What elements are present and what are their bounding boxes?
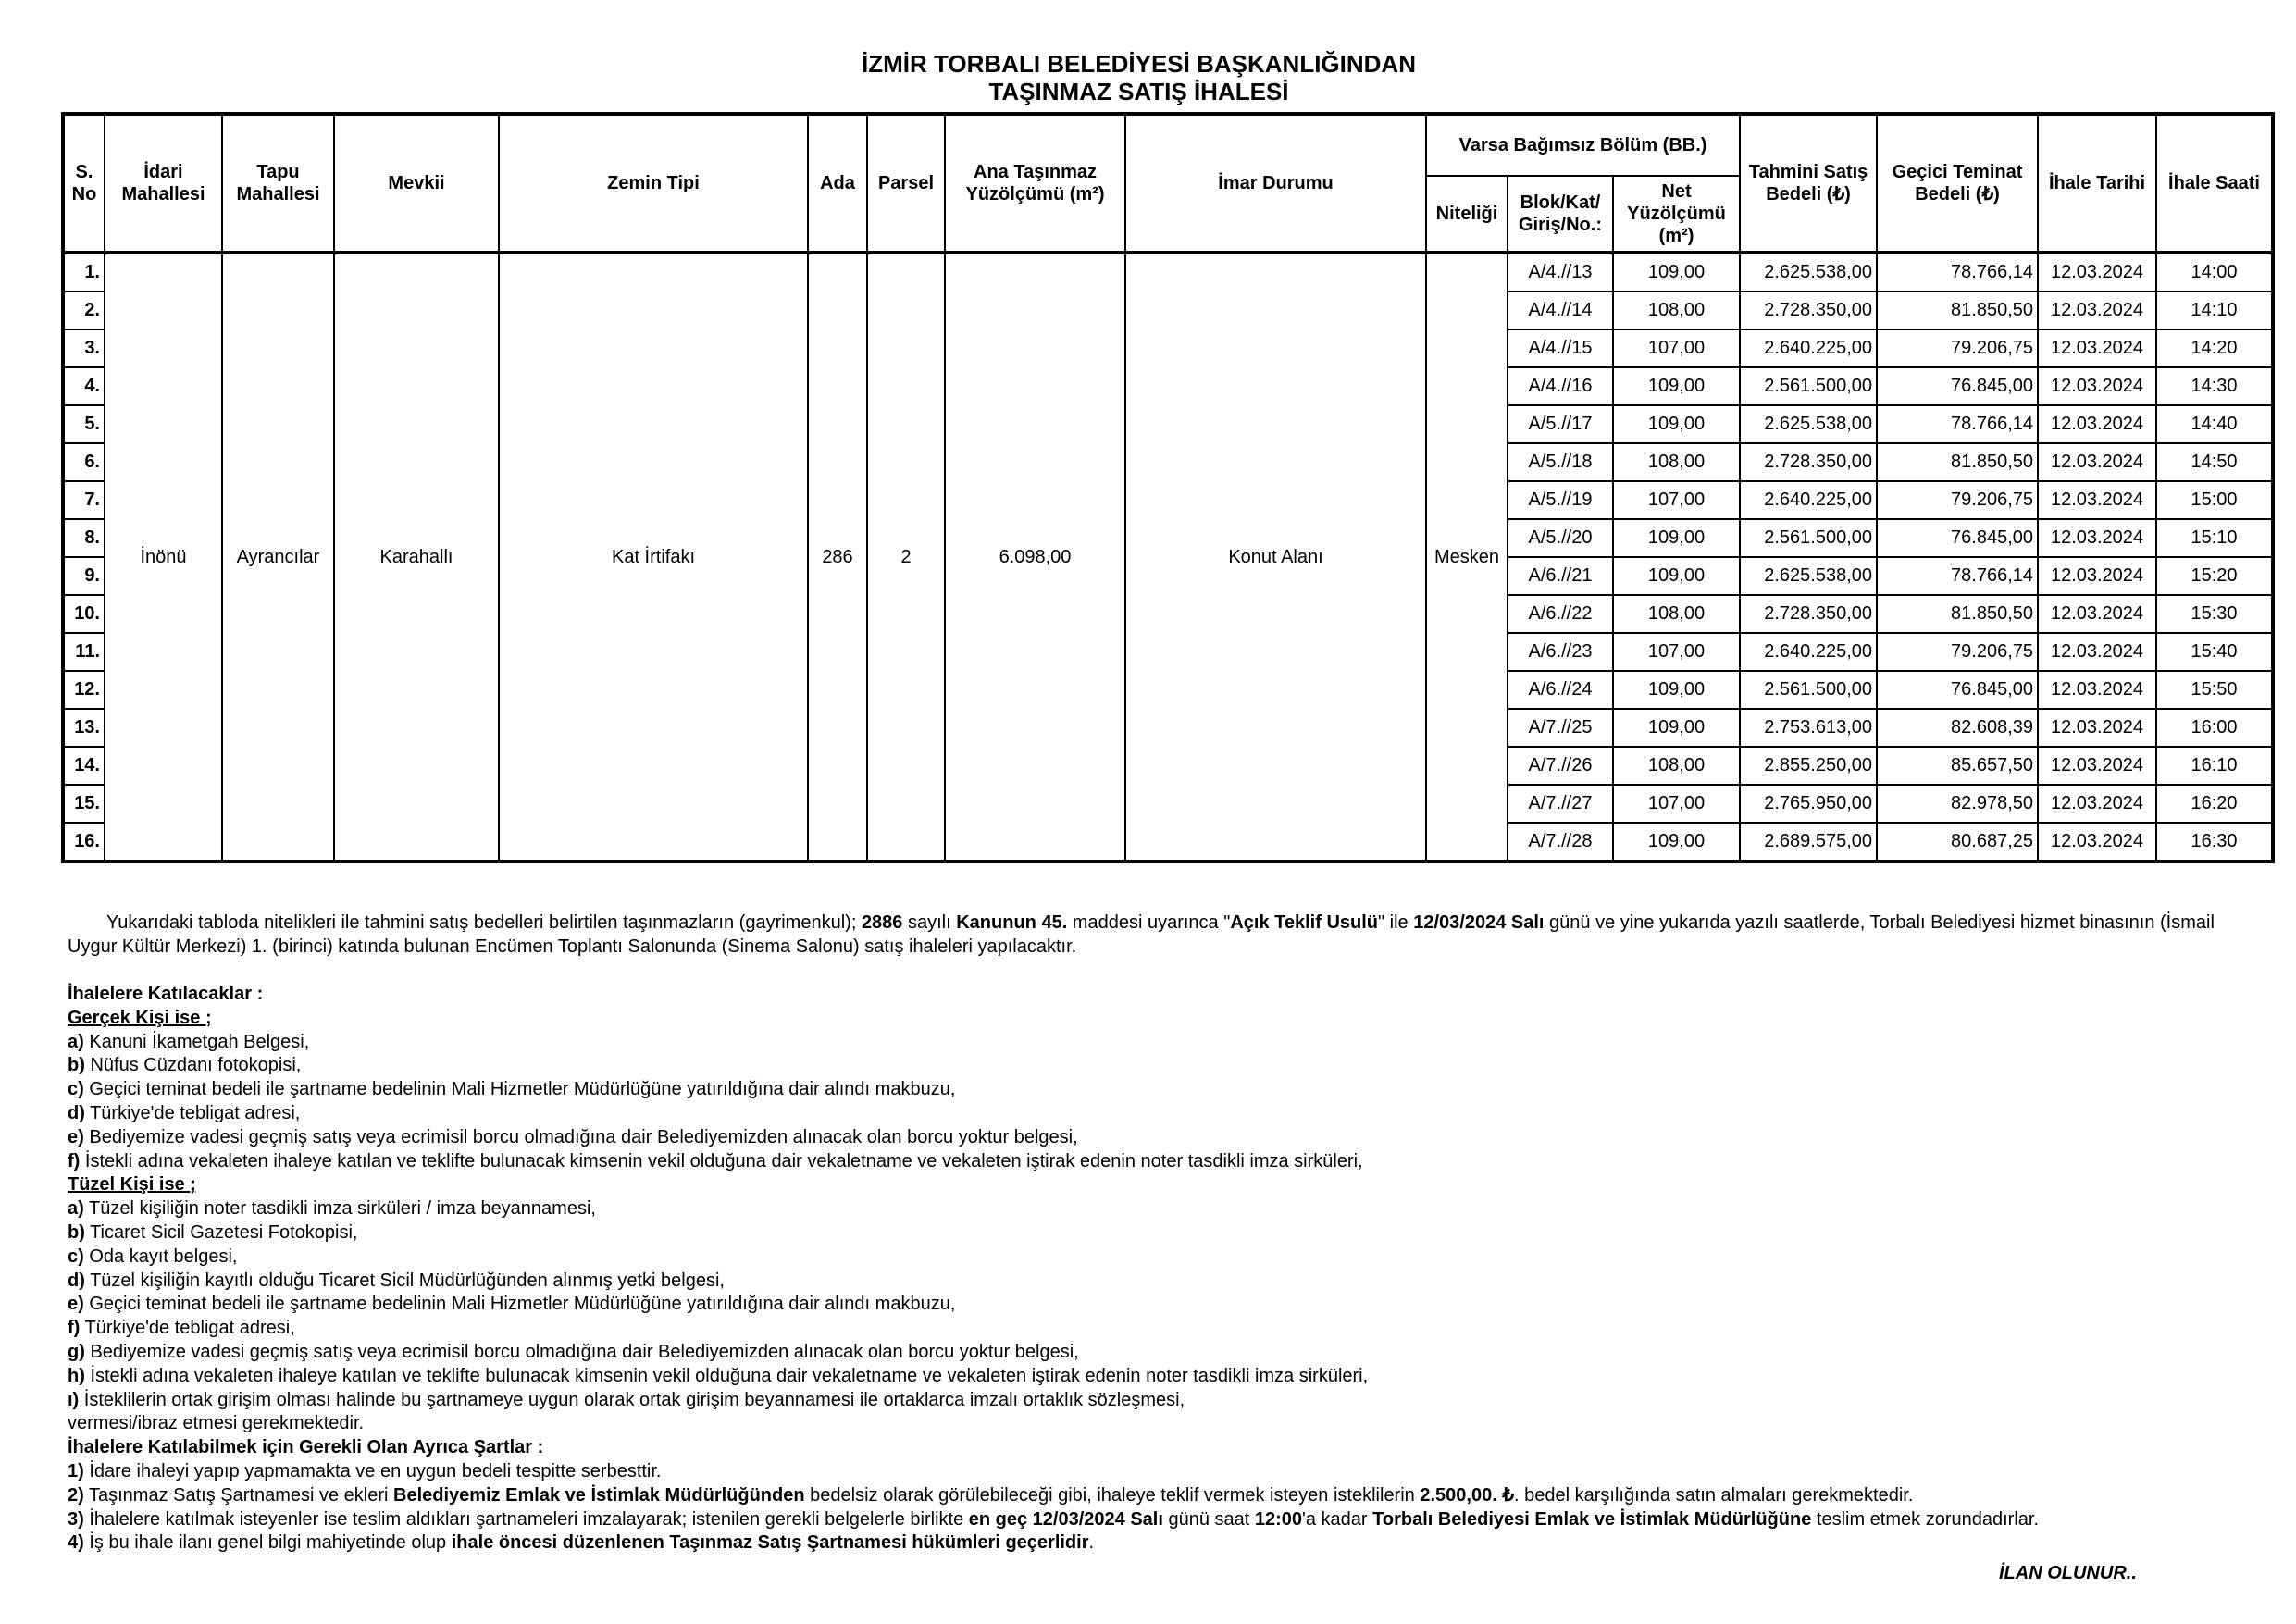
item-label: d) (68, 1102, 85, 1123)
ihale-saati-cell: 15:40 (2156, 633, 2273, 671)
item-label: c) (68, 1079, 84, 1100)
table-body (63, 253, 2273, 862)
real-person-list (68, 1031, 2252, 1174)
bold-segment: en geç 12/03/2024 Salı (968, 1508, 1163, 1530)
intro-bold-segment: 12/03/2024 Salı (1413, 912, 1545, 933)
item-text: Bediyemize vadesi geçmiş satış veya ecrimisil borcu olmadığına dair Belediyemizden alınacak olan borcu yoktur belgesi, (84, 1341, 1079, 1362)
intro-text-segment: Yukarıdaki tabloda nitelikleri ile tahmini satış bedelleri belirtilen taşınmazların (gayrimenkul); (106, 912, 862, 933)
bold-segment: 1) (68, 1460, 84, 1481)
tahmini-bedel-cell: 2.561.500,00 (1740, 519, 1877, 557)
blok-kat-cell: A/5.//20 (1508, 519, 1613, 557)
ihale-tarihi-cell: 12.03.2024 (2038, 709, 2156, 747)
extra-conditions-list (68, 1460, 2252, 1556)
text-segment: teslim etmek zorundadırlar. (1811, 1508, 2039, 1530)
item-label: h) (68, 1365, 85, 1386)
legal-entity-list (68, 1197, 2252, 1436)
real-person-item (68, 1031, 2252, 1055)
mevkii-cell: Karahallı (334, 253, 499, 862)
ihale-saati-cell: 15:30 (2156, 595, 2273, 633)
row-number: 12. (63, 671, 105, 709)
item-text: İsteklilerin ortak girişim olması halinde bu şartnameye uygun olarak ortak girişim beyannamesi ile ortaklarca imzalı ortaklık sözleşmesi, (79, 1389, 1185, 1410)
header-tapu-mahallesi: Tapu Mahallesi (222, 114, 334, 253)
header-parsel: Parsel (867, 114, 945, 253)
row-number: 6. (63, 443, 105, 481)
header-imar-durumu: İmar Durumu (1125, 114, 1426, 253)
row-number: 2. (63, 291, 105, 329)
item-text: Türkiye'de tebligat adresi, (80, 1318, 295, 1339)
tahmini-bedel-cell: 2.728.350,00 (1740, 443, 1877, 481)
item-label: c) (68, 1246, 84, 1267)
net-yuzolcumu-cell: 108,00 (1613, 291, 1740, 329)
ihale-tarihi-cell: 12.03.2024 (2038, 405, 2156, 443)
ihale-saati-cell: 15:20 (2156, 557, 2273, 595)
legal-entity-item (68, 1197, 2252, 1221)
tahmini-bedel-cell: 2.728.350,00 (1740, 291, 1877, 329)
net-yuzolcumu-cell: 109,00 (1613, 405, 1740, 443)
ihale-saati-cell: 15:00 (2156, 481, 2273, 519)
text-segment: günü saat (1162, 1508, 1255, 1530)
ihale-tarihi-cell: 12.03.2024 (2038, 823, 2156, 862)
header-ana-tasinmaz: Ana Taşınmaz Yüzölçümü (m²) (945, 114, 1125, 253)
item-text: Ticaret Sicil Gazetesi Fotokopisi, (84, 1221, 358, 1243)
item-text: Türkiye'de tebligat adresi, (84, 1102, 301, 1123)
intro-text-segment: " ile (1378, 912, 1414, 933)
row-number: 1. (63, 253, 105, 291)
ihale-tarihi-cell: 12.03.2024 (2038, 253, 2156, 291)
ihale-saati-cell: 14:50 (2156, 443, 2273, 481)
item-text: İstekli adına vekaleten ihaleye katılan ve teklifte bulunacak kimsenin vekil olduğuna dair vekaletname ve vekaleten iştirak edenin noter tasdikli imza sirküleri, (84, 1365, 1369, 1386)
net-yuzolcumu-cell: 108,00 (1613, 595, 1740, 633)
idari-mahallesi-cell: İnönü (105, 253, 222, 862)
blok-kat-cell: A/6.//21 (1508, 557, 1613, 595)
tahmini-bedel-cell: 2.728.350,00 (1740, 595, 1877, 633)
item-label: e) (68, 1126, 84, 1147)
net-yuzolcumu-cell: 107,00 (1613, 481, 1740, 519)
item-text: Kanuni İkametgah Belgesi, (83, 1031, 310, 1052)
gecici-teminat-cell: 78.766,14 (1877, 405, 2038, 443)
ihale-saati-cell: 16:00 (2156, 709, 2273, 747)
intro-bold-segment: Kanunun 45. (956, 912, 1068, 933)
item-text: Geçici teminat bedeli ile şartname bedelinin Mali Hizmetler Müdürlüğüne yatırıldığına dair alındı makbuzu, (83, 1079, 956, 1100)
real-person-item (68, 1150, 2252, 1174)
participants-heading: İhalelere Katılacaklar : (68, 984, 264, 1004)
gecici-teminat-cell: 82.608,39 (1877, 709, 2038, 747)
row-number: 4. (63, 367, 105, 405)
item-label: f) (68, 1318, 81, 1339)
blok-kat-cell: A/7.//25 (1508, 709, 1613, 747)
legal-entity-item (68, 1270, 2252, 1294)
text-segment: . bedel karşılığında satın almaları gerekmektedir. (1514, 1484, 1914, 1506)
header-niteligi: Niteliği (1426, 176, 1508, 253)
ihale-tarihi-cell: 12.03.2024 (2038, 671, 2156, 709)
text-segment: İdare ihaleyi yapıp yapmamakta ve en uygun bedeli tespitte serbesttir. (83, 1460, 662, 1481)
item-label: d) (68, 1270, 85, 1291)
row-number: 9. (63, 557, 105, 595)
ihale-saati-cell: 14:00 (2156, 253, 2273, 291)
item-label: b) (68, 1055, 85, 1076)
net-yuzolcumu-cell: 108,00 (1613, 747, 1740, 785)
intro-text-segment: maddesi uyarınca " (1067, 912, 1231, 933)
ihale-tarihi-cell: 12.03.2024 (2038, 291, 2156, 329)
text-segment: Taşınmaz Satış Şartnamesi ve ekleri (83, 1484, 394, 1506)
tahmini-bedel-cell: 2.561.500,00 (1740, 671, 1877, 709)
bold-segment: 2) (68, 1484, 84, 1506)
item-text: Geçici teminat bedeli ile şartname bedelinin Mali Hizmetler Müdürlüğüne yatırıldığına dair alındı makbuzu, (83, 1294, 956, 1315)
blok-kat-cell: A/5.//19 (1508, 481, 1613, 519)
item-label: e) (68, 1294, 84, 1315)
real-person-item (68, 1054, 2252, 1078)
legal-entity-item (68, 1365, 2252, 1389)
tahmini-bedel-cell: 2.855.250,00 (1740, 747, 1877, 785)
net-yuzolcumu-cell: 109,00 (1613, 709, 1740, 747)
gecici-teminat-cell: 76.845,00 (1877, 367, 2038, 405)
gecici-teminat-cell: 80.687,25 (1877, 823, 2038, 862)
ihale-tarihi-cell: 12.03.2024 (2038, 443, 2156, 481)
ihale-saati-cell: 14:40 (2156, 405, 2273, 443)
net-yuzolcumu-cell: 109,00 (1613, 823, 1740, 862)
row-number: 15. (63, 785, 105, 823)
item-label: b) (68, 1221, 85, 1243)
header-ada: Ada (808, 114, 867, 253)
real-person-item (68, 1126, 2252, 1150)
real-person-item (68, 1078, 2252, 1102)
bold-segment: Torbalı Belediyesi Emlak ve İstimlak Müdürlüğüne (1372, 1508, 1812, 1530)
header-idari-mahallesi: İdari Mahallesi (105, 114, 222, 253)
gecici-teminat-cell: 82.978,50 (1877, 785, 2038, 823)
legal-entity-item (68, 1317, 2252, 1341)
row-number: 11. (63, 633, 105, 671)
closing-statement: İLAN OLUNUR.. (1999, 1563, 2137, 1583)
net-yuzolcumu-cell: 107,00 (1613, 329, 1740, 367)
tender-table (61, 112, 2275, 863)
gecici-teminat-cell: 78.766,14 (1877, 253, 2038, 291)
text-segment: . (1088, 1532, 1095, 1554)
header-sno: S. No (63, 114, 105, 253)
document-subtitle: TAŞINMAZ SATIŞ İHALESİ (988, 78, 1289, 105)
bold-segment: 4) (68, 1532, 84, 1554)
extra-condition-item (68, 1508, 2252, 1532)
text-segment: İş bu ihale ilanı genel bilgi mahiyetinde olup (83, 1532, 452, 1554)
gecici-teminat-cell: 81.850,50 (1877, 443, 2038, 481)
ihale-saati-cell: 16:10 (2156, 747, 2273, 785)
gecici-teminat-cell: 78.766,14 (1877, 557, 2038, 595)
blok-kat-cell: A/7.//27 (1508, 785, 1613, 823)
legal-entity-item (68, 1389, 2252, 1413)
tahmini-bedel-cell: 2.753.613,00 (1740, 709, 1877, 747)
parsel-cell: 2 (867, 253, 945, 862)
tahmini-bedel-cell: 2.640.225,00 (1740, 329, 1877, 367)
intro-text-segment: sayılı (902, 912, 957, 933)
item-label: ı) (68, 1389, 80, 1410)
row-number: 7. (63, 481, 105, 519)
ihale-tarihi-cell: 12.03.2024 (2038, 329, 2156, 367)
niteligi-cell: Mesken (1426, 253, 1508, 862)
header-zemin-tipi: Zemin Tipi (499, 114, 808, 253)
text-segment: bedelsiz olarak görülebileceği gibi, ihaleye teklif vermek isteyen isteklilerin (804, 1484, 1421, 1506)
net-yuzolcumu-cell: 108,00 (1613, 443, 1740, 481)
tahmini-bedel-cell: 2.625.538,00 (1740, 405, 1877, 443)
real-person-heading: Gerçek Kişi ise ; (68, 1007, 212, 1028)
net-yuzolcumu-cell: 109,00 (1613, 557, 1740, 595)
bold-segment: 2.500,00. ₺ (1420, 1484, 1515, 1506)
tahmini-bedel-cell: 2.625.538,00 (1740, 253, 1877, 291)
bold-segment: Belediyemiz Emlak ve İstimlak Müdürlüğünden (393, 1484, 805, 1506)
ihale-tarihi-cell: 12.03.2024 (2038, 747, 2156, 785)
intro-paragraph (68, 911, 2252, 959)
extra-condition-item (68, 1460, 2252, 1484)
net-yuzolcumu-cell: 107,00 (1613, 633, 1740, 671)
item-text: Nüfus Cüzdanı fotokopisi, (84, 1055, 302, 1076)
item-label: a) (68, 1031, 84, 1052)
blok-kat-cell: A/4.//15 (1508, 329, 1613, 367)
imar-durumu-cell: Konut Alanı (1125, 253, 1426, 862)
item-label: g) (68, 1341, 85, 1362)
intro-bold-segment: Açık Teklif Usulü (1230, 912, 1378, 933)
net-yuzolcumu-cell: 109,00 (1613, 253, 1740, 291)
blok-kat-cell: A/4.//14 (1508, 291, 1613, 329)
ihale-saati-cell: 15:10 (2156, 519, 2273, 557)
blok-kat-cell: A/4.//16 (1508, 367, 1613, 405)
row-number: 10. (63, 595, 105, 633)
header-ihale-saati: İhale Saati (2156, 114, 2273, 253)
blok-kat-cell: A/7.//26 (1508, 747, 1613, 785)
ihale-tarihi-cell: 12.03.2024 (2038, 519, 2156, 557)
ihale-saati-cell: 14:10 (2156, 291, 2273, 329)
text-segment: 'a kadar (1302, 1508, 1373, 1530)
row-number: 14. (63, 747, 105, 785)
item-text: Oda kayıt belgesi, (83, 1246, 238, 1267)
row-number: 16. (63, 823, 105, 862)
extra-condition-item (68, 1531, 2252, 1556)
tahmini-bedel-cell: 2.640.225,00 (1740, 633, 1877, 671)
legal-entity-item (68, 1412, 2252, 1436)
ihale-tarihi-cell: 12.03.2024 (2038, 557, 2156, 595)
tahmini-bedel-cell: 2.561.500,00 (1740, 367, 1877, 405)
item-label: a) (68, 1198, 84, 1220)
intro-text-segment: günü ve yine yukarıda yazılı saatlerde, Torbalı Belediyesi hizmet binasının (İsmail Uygur Kültür Merkezi) 1. (birinci) katında bulunan Encümen Toplantı Salonunda (Sinema Salonu) satış ihaleleri yapılacaktır. (68, 912, 2215, 957)
legal-entity-item (68, 1293, 2252, 1317)
ihale-saati-cell: 15:50 (2156, 671, 2273, 709)
bold-segment: ihale öncesi düzenlenen Taşınmaz Satış Şartnamesi hükümleri geçerlidir (451, 1532, 1089, 1554)
bold-segment: 12:00 (1254, 1508, 1303, 1530)
blok-kat-cell: A/5.//18 (1508, 443, 1613, 481)
gecici-teminat-cell: 81.850,50 (1877, 595, 2038, 633)
blok-kat-cell: A/6.//23 (1508, 633, 1613, 671)
item-text: Bediyemize vadesi geçmiş satış veya ecrimisil borcu olmadığına dair Belediyemizden alınacak olan borcu yoktur belgesi, (83, 1126, 1078, 1147)
item-text: İstekli adına vekaleten ihaleye katılan ve teklifte bulunacak kimsenin vekil olduğuna dair vekaletname ve vekaleten iştirak edenin noter tasdikli imza sirküleri, (80, 1150, 1363, 1172)
gecici-teminat-cell: 76.845,00 (1877, 671, 2038, 709)
item-text: Tüzel kişiliğin noter tasdikli imza sirküleri / imza beyannamesi, (83, 1198, 596, 1220)
blok-kat-cell: A/6.//24 (1508, 671, 1613, 709)
row-number: 13. (63, 709, 105, 747)
ihale-saati-cell: 14:30 (2156, 367, 2273, 405)
table-row (63, 253, 2273, 291)
ihale-tarihi-cell: 12.03.2024 (2038, 785, 2156, 823)
item-text: Tüzel kişiliğin kayıtlı olduğu Ticaret Sicil Müdürlüğünden alınmış yetki belgesi, (84, 1270, 725, 1291)
header-ihale-tarihi: İhale Tarihi (2038, 114, 2156, 253)
legal-entity-item (68, 1246, 2252, 1270)
item-text: vermesi/ibraz etmesi gerekmektedir. (68, 1413, 365, 1434)
gecici-teminat-cell: 76.845,00 (1877, 519, 2038, 557)
ihale-saati-cell: 14:20 (2156, 329, 2273, 367)
gecici-teminat-cell: 85.657,50 (1877, 747, 2038, 785)
header-gecici-teminat: Geçici Teminat Bedeli (₺) (1877, 114, 2038, 253)
tahmini-bedel-cell: 2.625.538,00 (1740, 557, 1877, 595)
blok-kat-cell: A/6.//22 (1508, 595, 1613, 633)
text-segment: İhalelere katılmak isteyenler ise teslim aldıkları şartnameleri imzalayarak; istenilen gerekli belgelerle birlikte (83, 1508, 969, 1530)
header-net-yuzolcumu: Net Yüzölçümü (m²) (1613, 176, 1740, 253)
tahmini-bedel-cell: 2.689.575,00 (1740, 823, 1877, 862)
legal-entity-item (68, 1221, 2252, 1246)
blok-kat-cell: A/5.//17 (1508, 405, 1613, 443)
document-title: İZMİR TORBALI BELEDİYESİ BAŞKANLIĞINDAN (862, 50, 1416, 78)
intro-bold-segment: 2886 (861, 912, 903, 933)
row-number: 8. (63, 519, 105, 557)
header-blok-kat: Blok/Kat/ Giriş/No.: (1508, 176, 1613, 253)
ana-tasinmaz-cell: 6.098,00 (945, 253, 1125, 862)
ihale-saati-cell: 16:20 (2156, 785, 2273, 823)
ihale-tarihi-cell: 12.03.2024 (2038, 481, 2156, 519)
ada-cell: 286 (808, 253, 867, 862)
blok-kat-cell: A/7.//28 (1508, 823, 1613, 862)
zemin-tipi-cell: Kat İrtifakı (499, 253, 808, 862)
net-yuzolcumu-cell: 109,00 (1613, 671, 1740, 709)
row-number: 3. (63, 329, 105, 367)
tahmini-bedel-cell: 2.640.225,00 (1740, 481, 1877, 519)
gecici-teminat-cell: 81.850,50 (1877, 291, 2038, 329)
ihale-saati-cell: 16:30 (2156, 823, 2273, 862)
conditions-section (68, 983, 2252, 1556)
ihale-tarihi-cell: 12.03.2024 (2038, 633, 2156, 671)
header-tahmini-bedel: Tahmini Satış Bedeli (₺) (1740, 114, 1877, 253)
legal-entity-item (68, 1341, 2252, 1365)
ihale-tarihi-cell: 12.03.2024 (2038, 595, 2156, 633)
bold-segment: 3) (68, 1508, 84, 1530)
gecici-teminat-cell: 79.206,75 (1877, 633, 2038, 671)
legal-entity-heading: Tüzel Kişi ise ; (68, 1174, 196, 1196)
tapu-mahallesi-cell: Ayrancılar (222, 253, 334, 862)
header-bagimsiz-bolum: Varsa Bağımsız Bölüm (BB.) (1426, 114, 1740, 176)
gecici-teminat-cell: 79.206,75 (1877, 329, 2038, 367)
extra-condition-item (68, 1484, 2252, 1508)
net-yuzolcumu-cell: 107,00 (1613, 785, 1740, 823)
net-yuzolcumu-cell: 109,00 (1613, 367, 1740, 405)
ihale-tarihi-cell: 12.03.2024 (2038, 367, 2156, 405)
extra-conditions-heading: İhalelere Katılabilmek için Gerekli Olan Ayrıca Şartlar : (68, 1437, 544, 1458)
row-number: 5. (63, 405, 105, 443)
gecici-teminat-cell: 79.206,75 (1877, 481, 2038, 519)
header-mevkii: Mevkii (334, 114, 499, 253)
tahmini-bedel-cell: 2.765.950,00 (1740, 785, 1877, 823)
blok-kat-cell: A/4.//13 (1508, 253, 1613, 291)
real-person-item (68, 1102, 2252, 1126)
item-label: f) (68, 1150, 81, 1172)
net-yuzolcumu-cell: 109,00 (1613, 519, 1740, 557)
